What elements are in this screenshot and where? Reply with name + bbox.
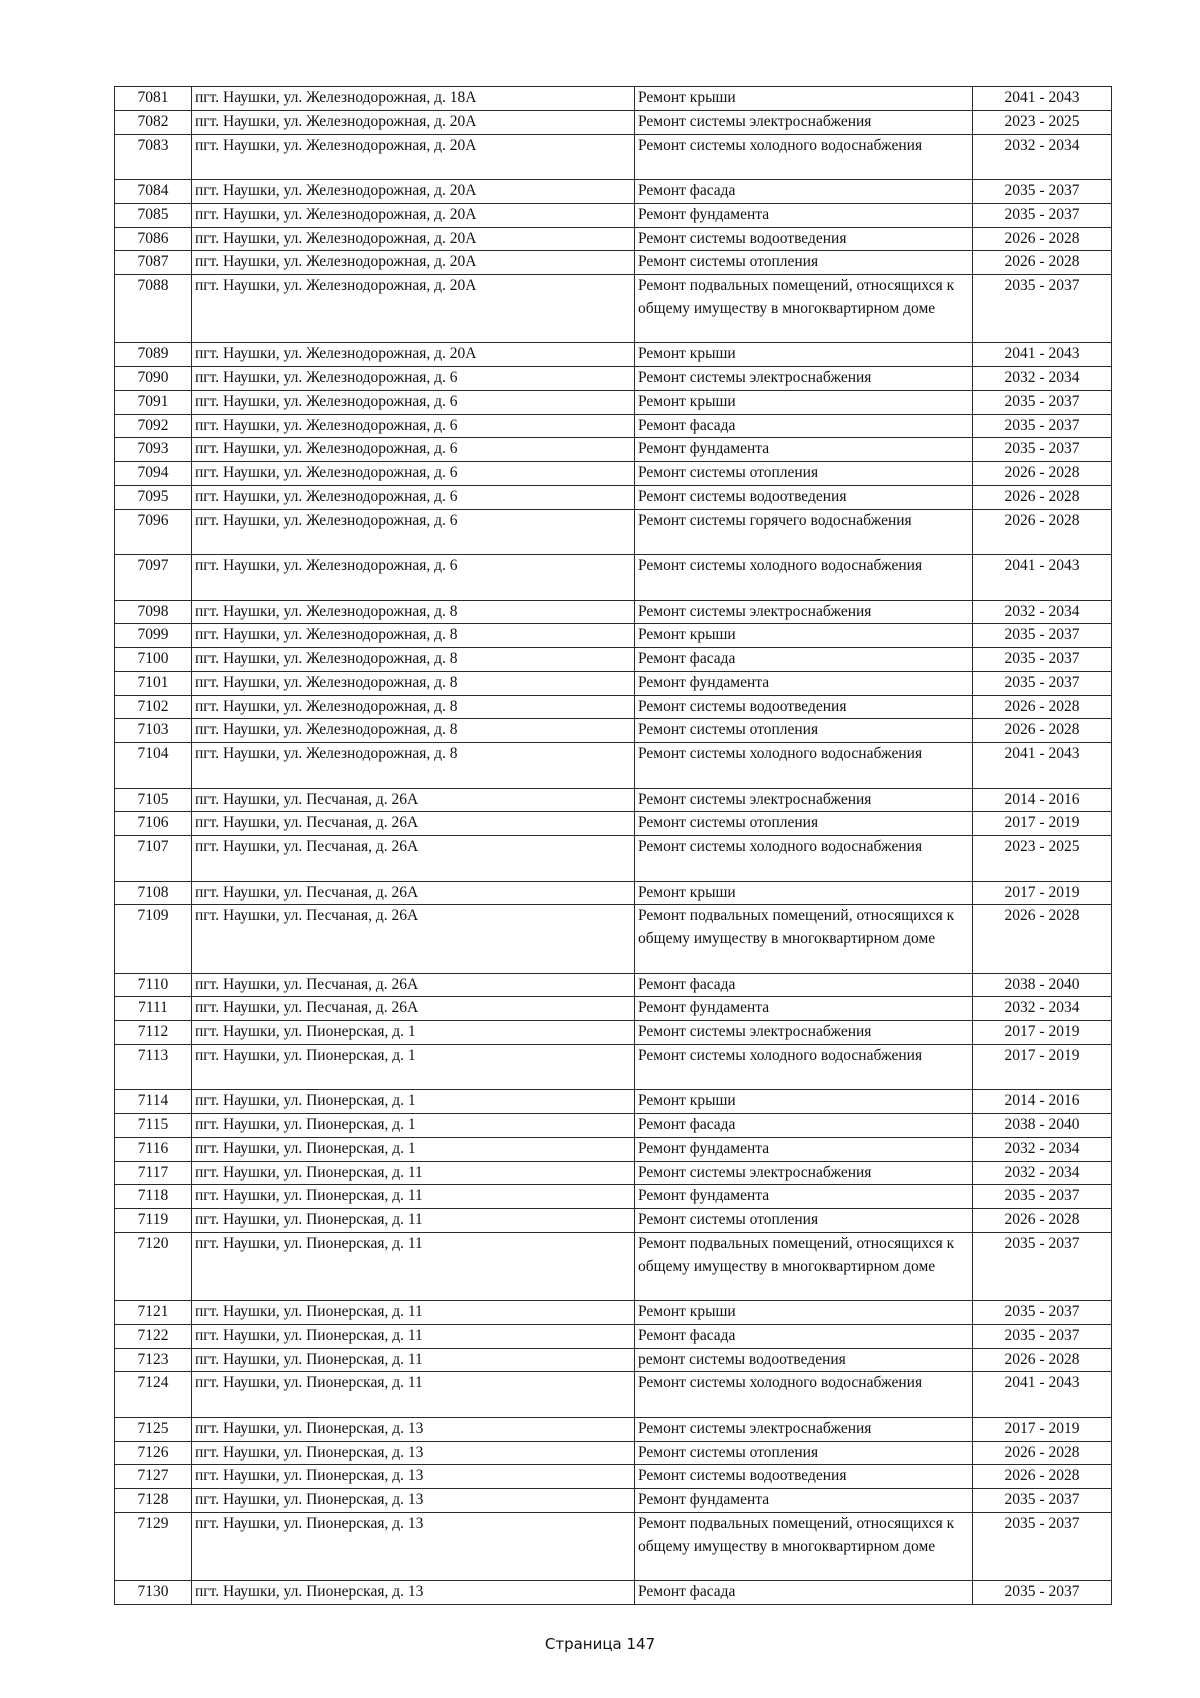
work-type-cell: Ремонт системы электроснабжения xyxy=(635,1021,973,1045)
work-type-cell: Ремонт системы холодного водоснабжения xyxy=(635,743,973,789)
period-cell: 2026 - 2028 xyxy=(973,1348,1112,1372)
table-row xyxy=(115,671,1112,695)
table-row xyxy=(115,881,1112,905)
work-type-cell: Ремонт системы электроснабжения xyxy=(635,600,973,624)
work-type-cell: Ремонт фундамента xyxy=(635,1489,973,1513)
address-cell: пгт. Наушки, ул. Песчаная, д. 26А xyxy=(192,997,635,1021)
address-cell: пгт. Наушки, ул. Железнодорожная, д. 8 xyxy=(192,600,635,624)
work-type-cell: Ремонт системы холодного водоснабжения xyxy=(635,836,973,882)
period-cell: 2035 - 2037 xyxy=(973,671,1112,695)
work-type-cell: ремонт системы водоотведения xyxy=(635,1348,973,1372)
row-number-cell: 7093 xyxy=(115,438,192,462)
table-row xyxy=(115,1581,1112,1605)
period-cell: 2032 - 2034 xyxy=(973,600,1112,624)
work-type-cell: Ремонт крыши xyxy=(635,1301,973,1325)
table-row xyxy=(115,134,1112,180)
row-number-cell: 7103 xyxy=(115,719,192,743)
table-row xyxy=(115,973,1112,997)
work-type-cell: Ремонт системы отопления xyxy=(635,251,973,275)
address-cell: пгт. Наушки, ул. Пионерская, д. 13 xyxy=(192,1512,635,1580)
period-cell: 2032 - 2034 xyxy=(973,1161,1112,1185)
address-cell: пгт. Наушки, ул. Пионерская, д. 1 xyxy=(192,1090,635,1114)
table-row xyxy=(115,719,1112,743)
period-cell: 2026 - 2028 xyxy=(973,485,1112,509)
table-row xyxy=(115,836,1112,882)
repair-schedule-body xyxy=(115,87,1112,1605)
address-cell: пгт. Наушки, ул. Железнодорожная, д. 8 xyxy=(192,719,635,743)
row-number-cell: 7105 xyxy=(115,788,192,812)
address-cell: пгт. Наушки, ул. Железнодорожная, д. 6 xyxy=(192,367,635,391)
row-number-cell: 7111 xyxy=(115,997,192,1021)
work-type-cell: Ремонт крыши xyxy=(635,390,973,414)
table-row xyxy=(115,251,1112,275)
period-cell: 2035 - 2037 xyxy=(973,1232,1112,1300)
address-cell: пгт. Наушки, ул. Железнодорожная, д. 6 xyxy=(192,390,635,414)
table-row xyxy=(115,743,1112,789)
row-number-cell: 7090 xyxy=(115,367,192,391)
table-row xyxy=(115,87,1112,111)
work-type-cell: Ремонт системы водоотведения xyxy=(635,695,973,719)
period-cell: 2035 - 2037 xyxy=(973,275,1112,343)
period-cell: 2035 - 2037 xyxy=(973,414,1112,438)
row-number-cell: 7088 xyxy=(115,275,192,343)
work-type-cell: Ремонт фундамента xyxy=(635,671,973,695)
address-cell: пгт. Наушки, ул. Железнодорожная, д. 20А xyxy=(192,343,635,367)
period-cell: 2041 - 2043 xyxy=(973,343,1112,367)
row-number-cell: 7104 xyxy=(115,743,192,789)
row-number-cell: 7125 xyxy=(115,1417,192,1441)
work-type-cell: Ремонт системы холодного водоснабжения xyxy=(635,1372,973,1418)
address-cell: пгт. Наушки, ул. Железнодорожная, д. 6 xyxy=(192,462,635,486)
period-cell: 2017 - 2019 xyxy=(973,1021,1112,1045)
row-number-cell: 7122 xyxy=(115,1324,192,1348)
address-cell: пгт. Наушки, ул. Железнодорожная, д. 6 xyxy=(192,509,635,555)
row-number-cell: 7102 xyxy=(115,695,192,719)
work-type-cell: Ремонт системы холодного водоснабжения xyxy=(635,1044,973,1090)
row-number-cell: 7083 xyxy=(115,134,192,180)
address-cell: пгт. Наушки, ул. Песчаная, д. 26А xyxy=(192,788,635,812)
work-type-cell: Ремонт крыши xyxy=(635,87,973,111)
work-type-cell: Ремонт фундамента xyxy=(635,438,973,462)
table-row xyxy=(115,367,1112,391)
address-cell: пгт. Наушки, ул. Железнодорожная, д. 20А xyxy=(192,134,635,180)
period-cell: 2032 - 2034 xyxy=(973,367,1112,391)
row-number-cell: 7113 xyxy=(115,1044,192,1090)
period-cell: 2035 - 2037 xyxy=(973,203,1112,227)
address-cell: пгт. Наушки, ул. Железнодорожная, д. 20А xyxy=(192,203,635,227)
table-row xyxy=(115,788,1112,812)
address-cell: пгт. Наушки, ул. Пионерская, д. 13 xyxy=(192,1465,635,1489)
table-row xyxy=(115,812,1112,836)
table-row xyxy=(115,275,1112,343)
table-row xyxy=(115,1372,1112,1418)
address-cell: пгт. Наушки, ул. Железнодорожная, д. 8 xyxy=(192,671,635,695)
row-number-cell: 7116 xyxy=(115,1137,192,1161)
table-row xyxy=(115,1114,1112,1138)
row-number-cell: 7089 xyxy=(115,343,192,367)
row-number-cell: 7096 xyxy=(115,509,192,555)
table-row xyxy=(115,180,1112,204)
row-number-cell: 7117 xyxy=(115,1161,192,1185)
work-type-cell: Ремонт подвальных помещений, относящихся к общему имуществу в многоквартирном доме xyxy=(635,275,973,343)
row-number-cell: 7118 xyxy=(115,1185,192,1209)
work-type-cell: Ремонт системы отопления xyxy=(635,1209,973,1233)
period-cell: 2035 - 2037 xyxy=(973,1581,1112,1605)
period-cell: 2035 - 2037 xyxy=(973,1185,1112,1209)
address-cell: пгт. Наушки, ул. Железнодорожная, д. 18А xyxy=(192,87,635,111)
period-cell: 2035 - 2037 xyxy=(973,438,1112,462)
row-number-cell: 7108 xyxy=(115,881,192,905)
row-number-cell: 7112 xyxy=(115,1021,192,1045)
period-cell: 2017 - 2019 xyxy=(973,881,1112,905)
row-number-cell: 7086 xyxy=(115,227,192,251)
period-cell: 2014 - 2016 xyxy=(973,1090,1112,1114)
table-row xyxy=(115,462,1112,486)
row-number-cell: 7115 xyxy=(115,1114,192,1138)
row-number-cell: 7119 xyxy=(115,1209,192,1233)
address-cell: пгт. Наушки, ул. Пионерская, д. 1 xyxy=(192,1137,635,1161)
address-cell: пгт. Наушки, ул. Пионерская, д. 1 xyxy=(192,1114,635,1138)
table-row xyxy=(115,1324,1112,1348)
work-type-cell: Ремонт системы отопления xyxy=(635,462,973,486)
period-cell: 2026 - 2028 xyxy=(973,1209,1112,1233)
work-type-cell: Ремонт фасада xyxy=(635,414,973,438)
address-cell: пгт. Наушки, ул. Железнодорожная, д. 8 xyxy=(192,624,635,648)
address-cell: пгт. Наушки, ул. Пионерская, д. 13 xyxy=(192,1417,635,1441)
work-type-cell: Ремонт подвальных помещений, относящихся к общему имуществу в многоквартирном доме xyxy=(635,905,973,973)
period-cell: 2038 - 2040 xyxy=(973,1114,1112,1138)
row-number-cell: 7106 xyxy=(115,812,192,836)
table-row xyxy=(115,1512,1112,1580)
table-row xyxy=(115,203,1112,227)
work-type-cell: Ремонт системы электроснабжения xyxy=(635,1161,973,1185)
table-row xyxy=(115,1185,1112,1209)
address-cell: пгт. Наушки, ул. Железнодорожная, д. 20А xyxy=(192,110,635,134)
table-row xyxy=(115,1417,1112,1441)
work-type-cell: Ремонт системы электроснабжения xyxy=(635,367,973,391)
table-row xyxy=(115,1348,1112,1372)
row-number-cell: 7091 xyxy=(115,390,192,414)
period-cell: 2035 - 2037 xyxy=(973,390,1112,414)
table-row xyxy=(115,509,1112,555)
table-row xyxy=(115,600,1112,624)
period-cell: 2026 - 2028 xyxy=(973,1441,1112,1465)
row-number-cell: 7129 xyxy=(115,1512,192,1580)
address-cell: пгт. Наушки, ул. Пионерская, д. 11 xyxy=(192,1232,635,1300)
work-type-cell: Ремонт фундамента xyxy=(635,203,973,227)
table-row xyxy=(115,1301,1112,1325)
period-cell: 2035 - 2037 xyxy=(973,624,1112,648)
period-cell: 2035 - 2037 xyxy=(973,180,1112,204)
address-cell: пгт. Наушки, ул. Железнодорожная, д. 6 xyxy=(192,438,635,462)
work-type-cell: Ремонт фундамента xyxy=(635,1137,973,1161)
table-row xyxy=(115,1465,1112,1489)
row-number-cell: 7121 xyxy=(115,1301,192,1325)
address-cell: пгт. Наушки, ул. Железнодорожная, д. 8 xyxy=(192,648,635,672)
period-cell: 2026 - 2028 xyxy=(973,251,1112,275)
period-cell: 2023 - 2025 xyxy=(973,110,1112,134)
period-cell: 2026 - 2028 xyxy=(973,1465,1112,1489)
work-type-cell: Ремонт системы холодного водоснабжения xyxy=(635,555,973,601)
address-cell: пгт. Наушки, ул. Железнодорожная, д. 6 xyxy=(192,485,635,509)
period-cell: 2017 - 2019 xyxy=(973,812,1112,836)
address-cell: пгт. Наушки, ул. Железнодорожная, д. 20А xyxy=(192,275,635,343)
work-type-cell: Ремонт фундамента xyxy=(635,1185,973,1209)
work-type-cell: Ремонт подвальных помещений, относящихся к общему имуществу в многоквартирном доме xyxy=(635,1232,973,1300)
table-row xyxy=(115,1489,1112,1513)
period-cell: 2035 - 2037 xyxy=(973,1512,1112,1580)
row-number-cell: 7120 xyxy=(115,1232,192,1300)
period-cell: 2023 - 2025 xyxy=(973,836,1112,882)
address-cell: пгт. Наушки, ул. Пионерская, д. 11 xyxy=(192,1372,635,1418)
row-number-cell: 7097 xyxy=(115,555,192,601)
table-row xyxy=(115,1209,1112,1233)
address-cell: пгт. Наушки, ул. Железнодорожная, д. 6 xyxy=(192,414,635,438)
repair-schedule-table xyxy=(114,86,1112,1605)
address-cell: пгт. Наушки, ул. Песчаная, д. 26А xyxy=(192,905,635,973)
period-cell: 2035 - 2037 xyxy=(973,1301,1112,1325)
work-type-cell: Ремонт фасада xyxy=(635,180,973,204)
period-cell: 2041 - 2043 xyxy=(973,743,1112,789)
period-cell: 2041 - 2043 xyxy=(973,87,1112,111)
work-type-cell: Ремонт крыши xyxy=(635,343,973,367)
row-number-cell: 7114 xyxy=(115,1090,192,1114)
table-row xyxy=(115,648,1112,672)
period-cell: 2032 - 2034 xyxy=(973,134,1112,180)
work-type-cell: Ремонт фасада xyxy=(635,1581,973,1605)
table-row xyxy=(115,390,1112,414)
table-row xyxy=(115,1232,1112,1300)
table-row xyxy=(115,110,1112,134)
row-number-cell: 7124 xyxy=(115,1372,192,1418)
period-cell: 2026 - 2028 xyxy=(973,462,1112,486)
table-row xyxy=(115,695,1112,719)
work-type-cell: Ремонт системы водоотведения xyxy=(635,227,973,251)
row-number-cell: 7099 xyxy=(115,624,192,648)
table-row xyxy=(115,227,1112,251)
address-cell: пгт. Наушки, ул. Железнодорожная, д. 6 xyxy=(192,555,635,601)
work-type-cell: Ремонт фасада xyxy=(635,1324,973,1348)
period-cell: 2035 - 2037 xyxy=(973,1489,1112,1513)
work-type-cell: Ремонт фасада xyxy=(635,973,973,997)
work-type-cell: Ремонт системы водоотведения xyxy=(635,485,973,509)
address-cell: пгт. Наушки, ул. Пионерская, д. 1 xyxy=(192,1021,635,1045)
address-cell: пгт. Наушки, ул. Песчаная, д. 26А xyxy=(192,812,635,836)
table-row xyxy=(115,1441,1112,1465)
row-number-cell: 7107 xyxy=(115,836,192,882)
work-type-cell: Ремонт системы электроснабжения xyxy=(635,110,973,134)
table-row xyxy=(115,1161,1112,1185)
address-cell: пгт. Наушки, ул. Песчаная, д. 26А xyxy=(192,881,635,905)
work-type-cell: Ремонт системы горячего водоснабжения xyxy=(635,509,973,555)
address-cell: пгт. Наушки, ул. Железнодорожная, д. 20А xyxy=(192,180,635,204)
table-row xyxy=(115,343,1112,367)
row-number-cell: 7082 xyxy=(115,110,192,134)
work-type-cell: Ремонт системы электроснабжения xyxy=(635,788,973,812)
row-number-cell: 7109 xyxy=(115,905,192,973)
work-type-cell: Ремонт системы холодного водоснабжения xyxy=(635,134,973,180)
period-cell: 2014 - 2016 xyxy=(973,788,1112,812)
work-type-cell: Ремонт системы водоотведения xyxy=(635,1465,973,1489)
row-number-cell: 7084 xyxy=(115,180,192,204)
table-row xyxy=(115,555,1112,601)
period-cell: 2041 - 2043 xyxy=(973,1372,1112,1418)
address-cell: пгт. Наушки, ул. Железнодорожная, д. 8 xyxy=(192,695,635,719)
row-number-cell: 7127 xyxy=(115,1465,192,1489)
row-number-cell: 7110 xyxy=(115,973,192,997)
table-row xyxy=(115,1044,1112,1090)
table-row xyxy=(115,1090,1112,1114)
address-cell: пгт. Наушки, ул. Пионерская, д. 11 xyxy=(192,1348,635,1372)
address-cell: пгт. Наушки, ул. Пионерская, д. 11 xyxy=(192,1185,635,1209)
address-cell: пгт. Наушки, ул. Пионерская, д. 13 xyxy=(192,1489,635,1513)
table-row xyxy=(115,485,1112,509)
address-cell: пгт. Наушки, ул. Железнодорожная, д. 20А xyxy=(192,227,635,251)
table-row xyxy=(115,1137,1112,1161)
address-cell: пгт. Наушки, ул. Железнодорожная, д. 8 xyxy=(192,743,635,789)
address-cell: пгт. Наушки, ул. Пионерская, д. 11 xyxy=(192,1209,635,1233)
period-cell: 2038 - 2040 xyxy=(973,973,1112,997)
table-row xyxy=(115,997,1112,1021)
period-cell: 2035 - 2037 xyxy=(973,648,1112,672)
address-cell: пгт. Наушки, ул. Пионерская, д. 11 xyxy=(192,1161,635,1185)
row-number-cell: 7130 xyxy=(115,1581,192,1605)
row-number-cell: 7128 xyxy=(115,1489,192,1513)
work-type-cell: Ремонт фундамента xyxy=(635,997,973,1021)
period-cell: 2026 - 2028 xyxy=(973,509,1112,555)
work-type-cell: Ремонт фасада xyxy=(635,648,973,672)
work-type-cell: Ремонт крыши xyxy=(635,624,973,648)
period-cell: 2026 - 2028 xyxy=(973,905,1112,973)
row-number-cell: 7101 xyxy=(115,671,192,695)
address-cell: пгт. Наушки, ул. Пионерская, д. 11 xyxy=(192,1301,635,1325)
row-number-cell: 7085 xyxy=(115,203,192,227)
address-cell: пгт. Наушки, ул. Пионерская, д. 1 xyxy=(192,1044,635,1090)
work-type-cell: Ремонт подвальных помещений, относящихся к общему имуществу в многоквартирном доме xyxy=(635,1512,973,1580)
work-type-cell: Ремонт системы отопления xyxy=(635,812,973,836)
address-cell: пгт. Наушки, ул. Пионерская, д. 13 xyxy=(192,1581,635,1605)
period-cell: 2026 - 2028 xyxy=(973,227,1112,251)
period-cell: 2032 - 2034 xyxy=(973,997,1112,1021)
address-cell: пгт. Наушки, ул. Песчаная, д. 26А xyxy=(192,973,635,997)
address-cell: пгт. Наушки, ул. Пионерская, д. 11 xyxy=(192,1324,635,1348)
address-cell: пгт. Наушки, ул. Железнодорожная, д. 20А xyxy=(192,251,635,275)
table-row xyxy=(115,905,1112,973)
table-row xyxy=(115,414,1112,438)
period-cell: 2017 - 2019 xyxy=(973,1417,1112,1441)
page-number: Страница 147 xyxy=(544,1635,656,1653)
row-number-cell: 7123 xyxy=(115,1348,192,1372)
work-type-cell: Ремонт крыши xyxy=(635,881,973,905)
row-number-cell: 7126 xyxy=(115,1441,192,1465)
row-number-cell: 7095 xyxy=(115,485,192,509)
table-row xyxy=(115,624,1112,648)
period-cell: 2032 - 2034 xyxy=(973,1137,1112,1161)
row-number-cell: 7098 xyxy=(115,600,192,624)
address-cell: пгт. Наушки, ул. Пионерская, д. 13 xyxy=(192,1441,635,1465)
work-type-cell: Ремонт крыши xyxy=(635,1090,973,1114)
period-cell: 2026 - 2028 xyxy=(973,695,1112,719)
row-number-cell: 7081 xyxy=(115,87,192,111)
period-cell: 2041 - 2043 xyxy=(973,555,1112,601)
row-number-cell: 7094 xyxy=(115,462,192,486)
work-type-cell: Ремонт системы отопления xyxy=(635,1441,973,1465)
row-number-cell: 7087 xyxy=(115,251,192,275)
work-type-cell: Ремонт фасада xyxy=(635,1114,973,1138)
period-cell: 2017 - 2019 xyxy=(973,1044,1112,1090)
table-row xyxy=(115,1021,1112,1045)
row-number-cell: 7100 xyxy=(115,648,192,672)
row-number-cell: 7092 xyxy=(115,414,192,438)
table-row xyxy=(115,438,1112,462)
work-type-cell: Ремонт системы отопления xyxy=(635,719,973,743)
work-type-cell: Ремонт системы электроснабжения xyxy=(635,1417,973,1441)
address-cell: пгт. Наушки, ул. Песчаная, д. 26А xyxy=(192,836,635,882)
period-cell: 2035 - 2037 xyxy=(973,1324,1112,1348)
period-cell: 2026 - 2028 xyxy=(973,719,1112,743)
